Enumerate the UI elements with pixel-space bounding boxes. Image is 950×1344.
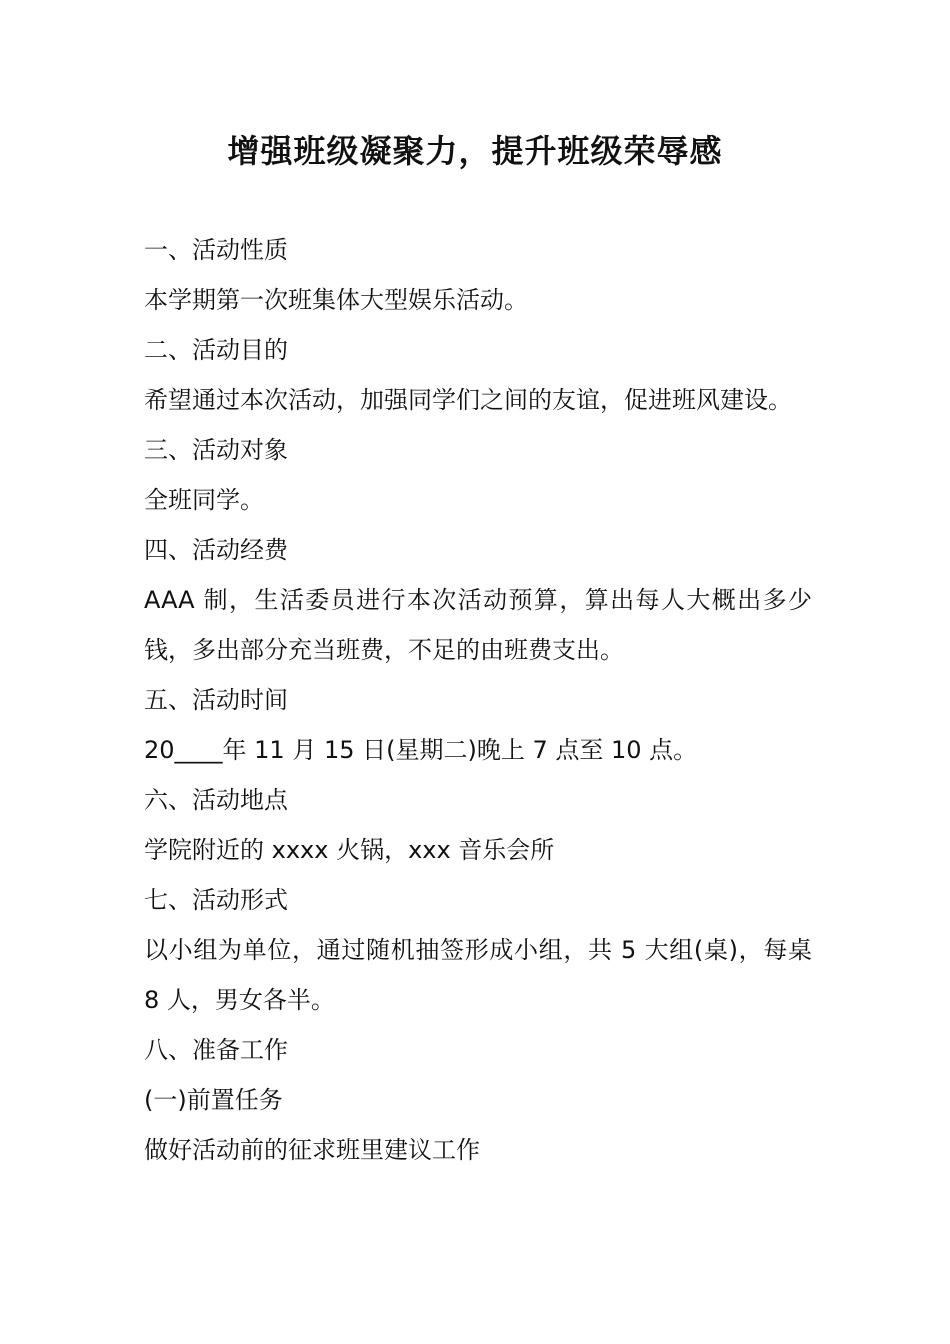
section-heading-purpose: 二、活动目的 xyxy=(144,336,288,364)
section-heading-nature: 一、活动性质 xyxy=(144,236,288,264)
section-text-pre-tasks: 做好活动前的征求班里建议工作 xyxy=(144,1136,480,1164)
section-heading-budget: 四、活动经费 xyxy=(144,536,288,564)
section-heading-format: 七、活动形式 xyxy=(144,886,288,914)
section-text-participants: 全班同学。 xyxy=(144,486,264,514)
section-heading-preparation: 八、准备工作 xyxy=(144,1036,288,1064)
section-text-budget: AAA 制，生活委员进行本次活动预算，算出每人大概出多少钱，多出部分充当班费，不足的由班费支出。 xyxy=(144,586,812,664)
section-heading-participants: 三、活动对象 xyxy=(144,436,288,464)
document-title: 增强班级凝聚力，提升班级荣辱感 xyxy=(227,132,723,170)
section-text-format: 以小组为单位，通过随机抽签形成小组，共 5 大组(桌)，每桌 8 人，男女各半。 xyxy=(144,936,812,1014)
section-text-time: 20____年 11 月 15 日(星期二)晚上 7 点至 10 点。 xyxy=(144,736,698,764)
section-heading-time: 五、活动时间 xyxy=(144,686,288,714)
section-heading-location: 六、活动地点 xyxy=(144,786,288,814)
section-text-location: 学院附近的 xxxx 火锅，xxx 音乐会所 xyxy=(144,836,555,864)
section-text-nature: 本学期第一次班集体大型娱乐活动。 xyxy=(144,286,528,314)
document-body xyxy=(144,225,812,1175)
section-text-purpose: 希望通过本次活动，加强同学们之间的友谊，促进班风建设。 xyxy=(144,386,792,414)
subsection-heading-pre-tasks: (一)前置任务 xyxy=(144,1086,283,1114)
